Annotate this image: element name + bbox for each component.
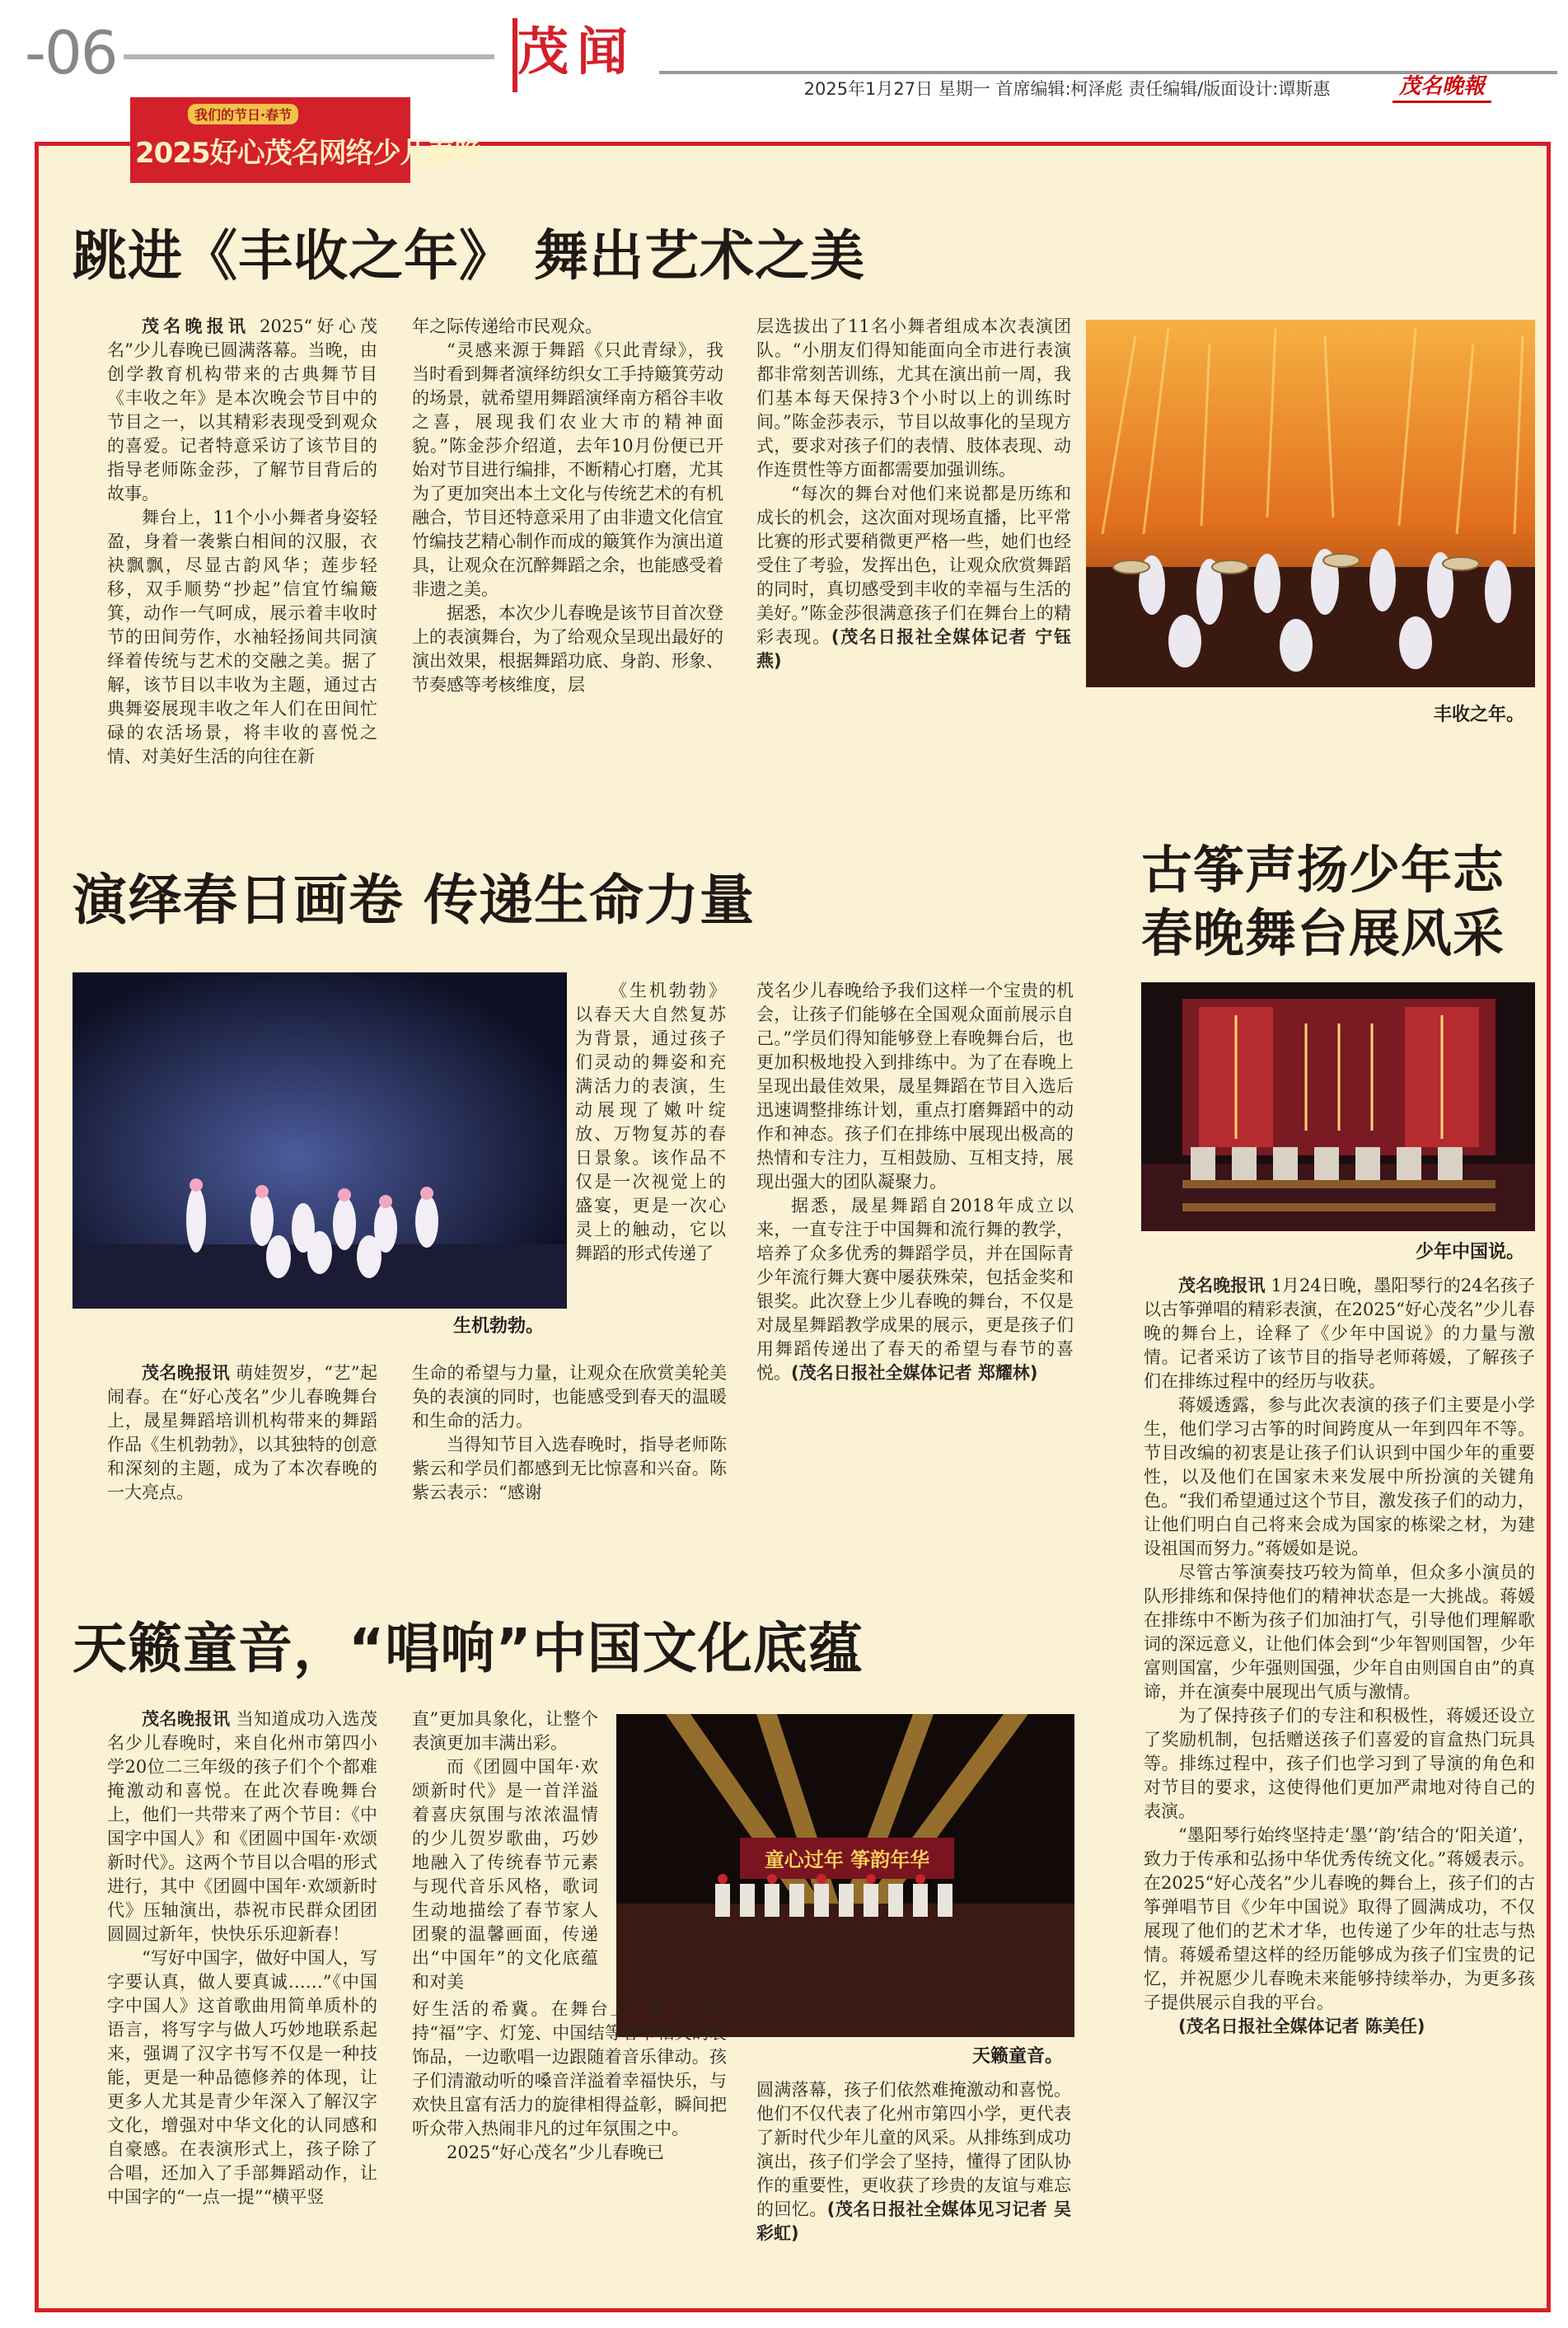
lead: 茂名晚报讯	[142, 1709, 231, 1729]
spring-col-3: 茂名少儿春晚给予我们这样一个宝贵的机会，让孩子们能够在全国观众面前展示自己。”学员们得知能够登上春晚舞台后，也更加积极地投入到排练中。为了在春晚上呈现出最佳效果，晟星舞蹈在节目入选后迅速调整排练计划，重点打磨舞蹈中的动作和神态。孩子们在排练中展现出极高的热情和专注力，互相鼓励、互相支持，展现出强大的团队凝聚力。 据悉，晟星舞蹈自2018年成立以来，一直专注于中国舞和流行舞的教学，培养了众多优秀的舞蹈学员，并在国际青少年流行舞大赛中屡获殊荣，包括金奖和银奖。此次登上少儿春晚的舞台，不仅是对晟星舞蹈教学成果的展示，更是孩子们用舞蹈传递出了春天的希望与春节的喜悦。(茂名日报社全媒体记者 郑耀林)	[756, 981, 1074, 1383]
choir-col-2b: 好生活的希冀。在舞台上，孩子们手持“福”字、灯笼、中国结等春节相关的装饰品，一边歌唱一边跟随着音乐律动。孩子们清澈动听的嗓音洋溢着幸福快乐，与欢快且富有活力的旋律相得益彰，瞬间把听众带入热闹非凡的过年氛围之中。 2025“好心茂名”少儿春晚已	[412, 1999, 727, 2162]
lead: 茂名晚报讯	[142, 316, 250, 336]
paper-logo: 茂名晚報	[1392, 70, 1491, 103]
stage-screen-text: 童心过年 筝韵年华	[764, 1848, 930, 1871]
lead: 茂名晚报讯	[142, 1363, 231, 1383]
choir-col-3: 圆满落幕，孩子们依然难掩激动和喜悦。他们不仅代表了化州市第四小学，更代表了新时代少年儿童的风采。从排练到成功演出，孩子们学会了坚持，懂得了团队协作的重要性，更收获了珍贵的友谊与难忘的回忆。(茂名日报社全媒体见习记者 吴彩虹)	[756, 2080, 1071, 2243]
header-rule	[124, 54, 494, 59]
article-title-children-choir: 天籁童音，“唱响”中国文化底蕴	[73, 1617, 864, 1680]
spring-col-1: 茂名晚报讯 萌娃贺岁，“艺”起闹春。在“好心茂名”少儿春晚舞台上，晟星舞蹈培训机构带来的舞蹈作品《生机勃勃》，以其独特的创意和深刻的主题，成为了本次春晚的一大亮点。	[107, 1363, 377, 1502]
article-title-guzheng-1: 古筝声扬少年志	[1141, 840, 1505, 900]
guzheng-column: 茂名晚报讯 1月24日晚，墨阳琴行的24名孩子以古筝弹唱的精彩表演，在2025“好心茂名”少儿春晚的舞台上，诠释了《少年中国说》的力量与激情。记者采访了该节目的指导老师蒋媛，了解孩子们在排练过程中的经历与收获。 蒋媛透露，参与此次表演的孩子们主要是小学生，他们学习古筝的时间跨度从一年到四年不等。节目改编的初衷是让孩子们认识到中国少年的重要性，以及他们在国家未来发展中所扮演的关键角色。“我们希望通过这个节目，激发孩子们的动力，让他们明白自己将来会成为国家的栋梁之材，为建设祖国而努力。”蒋媛如是说。 尽管古筝演奏技巧较为简单，但众多小演员的队形排练和保持他们的精神状态是一大挑战。蒋媛在排练中不断为孩子们加油打气，引导他们理解歌词的深远意义，让他们体会到“少年智则国智，少年富则国富，少年强则国强，少年自由则国自由”的真谛，并在演奏中展现出气质与激情。 为了保持孩子们的专注和积极性，蒋媛还设立了奖励机制，包括赠送孩子们喜爱的盲盒热门玩具等。排练过程中，孩子们也学习到了导演的角色和对节目的要求，这使得他们更加严肃地对待自己的表演。 “墨阳琴行始终坚持走‘墨’‘韵’结合的‘阳关道’，致力于传承和弘扬中华优秀传统文化。”蒋媛表示。在2025“好心茂名”少儿春晚的舞台上，孩子们的古筝弹唱节目《少年中国说》取得了圆满成功，不仅展现了他们的艺术才华，也传递了少年的壮志与热情。蒋媛希望这样的经历能够成为孩子们宝贵的记忆，并祝愿少儿春晚未来能够持续举办，为更多孩子提供展示自我的平台。 (茂名日报社全媒体记者 陈美任)	[1144, 1274, 1535, 2304]
banner-title: 2025好心茂名网络少儿春晚	[135, 137, 482, 170]
issue-info: 2025年1月27日 星期一 首席编辑:柯泽彪 责任编辑/版面设计:谭斯惠	[803, 79, 1331, 99]
byline: (茂名日报社全媒体记者 宁钰燕)	[756, 627, 1071, 671]
banner-tag: 我们的节日·春节	[188, 104, 298, 124]
spring-col-2b: 生命的希望与力量，让观众在欣赏美轮美奂的表演的同时，也能感受到春天的温暖和生命的活力。 当得知节目入选春晚时，指导老师陈紫云和学员们都感到无比惊喜和兴奋。陈紫云表示：“感谢	[412, 1363, 727, 1502]
caption-guzheng: 少年中国说。	[1415, 1242, 1524, 1262]
gala-banner	[130, 97, 482, 183]
harvest-col-2: 年之际传递给市民观众。 “灵感来源于舞蹈《只此青绿》，我当时看到舞者演绎纺织女工手持簸箕劳动的场景，就希望用舞蹈演绎南方稻谷丰收之喜，展现我们农业大市的精神面貌。”陈金莎介绍道，去年10月份便已开始对节目进行编排，不断精心打磨，尤其为了更加突出本土文化与传统艺术的有机融合，节目还特意采用了由非遗文化信宜竹编技艺精心制作而成的簸箕作为演出道具，让观众在沉醉舞蹈之余，也能感受着非遗之美。 据悉，本次少儿春晚是该节目首次登上的表演舞台，为了给观众呈现出最好的演出效果，根据舞蹈功底、身韵、形象、节奏感等考核维度，层	[412, 316, 723, 695]
choir-col-2a: 直”更加具象化，让整个表演更加丰满出彩。 而《团圆中国年·欢颂新时代》是一首洋溢着喜庆氛围与浓浓温情的少儿贺岁歌曲，巧妙地融入了传统春节元素与现代音乐风格，歌词生动地描绘了春节家人团聚的温馨画面，传递出“中国年”的文化底蕴和对美	[412, 1709, 598, 1992]
lead: 茂名晚报讯	[1178, 1276, 1266, 1295]
harvest-col-3: 层选拔出了11名小舞者组成本次表演团队。“小朋友们得知能面向全市进行表演都非常刻苦训练，尤其在演出前一周，我们基本每天保持3个小时以上的训练时间。”陈金莎表示，节目以故事化的呈现方式，要求对孩子们的表情、肢体表现、动作连贯性等方面都需要加强训练。 “每次的舞台对他们来说都是历练和成长的机会，这次面对现场直播，比平常比赛的形式要稍微更严格一些，她们也经受住了考验，发挥出色，让观众欣赏舞蹈的同时，真切感受到丰收的幸福与生活的美好。”陈金莎很满意孩子们在舞台上的精彩表现。(茂名日报社全媒体记者 宁钰燕)	[756, 316, 1071, 671]
section-name: 茂闻	[517, 21, 637, 82]
byline: (茂名日报社全媒体记者 郑耀林)	[791, 1363, 1038, 1383]
byline: (茂名日报社全媒体记者 陈美任)	[1178, 2017, 1425, 2036]
page-number: -06	[25, 18, 117, 87]
harvest-col-1: 茂名晚报讯 2025“好心茂名”少儿春晚已圆满落幕。当晚，由创学教育机构带来的古典舞节目《丰收之年》是本次晚会节目中的节目之一，以其精彩表现受到观众的喜爱。记者特意采访了该节目的指导老师陈金莎，了解节目背后的故事。 舞台上，11个小小舞者身姿轻盈，身着一袭紫白相间的汉服，衣袂飘飘，尽显古韵风华；莲步轻移，双手顺势“抄起”信宜竹编簸箕，动作一气呵成，展示着丰收时节的田间劳作，水袖轻扬间共同演绎着传统与艺术的交融之美。据了解，该节目以丰收为主题，通过古典舞姿展现丰收之年人们在田间忙碌的农活场景，将丰收的喜悦之情、对美好生活的向往在新	[107, 316, 377, 766]
article-title-spring: 演绎春日画卷 传递生命力量	[73, 869, 755, 932]
choir-col-1: 茂名晚报讯 当知道成功入选茂名少儿春晚时，来自化州市第四小学20位二三年级的孩子们个个都难掩激动和喜悦。在此次春晚舞台上，他们一共带来了两个节目：《中国字中国人》和《团圆中国年·欢颂新时代》。这两个节目以合唱的形式进行，其中《团圆中国年·欢颂新时代》压轴演出，恭祝市民群众团团圆圆过新年，快快乐乐迎新春！ “写好中国字，做好中国人，写字要认真，做人要真诚……”《中国字中国人》这首歌曲用简单质朴的语言，将写字与做人巧妙地联系起来，强调了汉字书写不仅是一种技能，更是一种品德修养的体现，让更多人尤其是青少年深入了解汉字文化，增强对中华文化的认同感和自豪感。在表演形式上，孩子除了合唱，还加入了手部舞蹈动作，让中国字的“一点一提”“横平竖	[107, 1709, 378, 2207]
photo-guzheng	[1141, 982, 1535, 1231]
caption-spring: 生机勃勃。	[452, 1316, 544, 1337]
caption-choir: 天籁童音。	[971, 2046, 1063, 2067]
article-title-guzheng-2: 春晚舞台展风采	[1141, 903, 1505, 963]
photo-harvest-dance	[1086, 320, 1535, 687]
byline: (茂名日报社全媒体见习记者 吴彩虹)	[756, 2199, 1071, 2243]
article-title-harvest: 跳进《丰收之年》 舞出艺术之美	[73, 224, 865, 288]
spring-col-2a: 《生机勃勃》以春天大自然复苏为背景，通过孩子们灵动的舞姿和充满活力的表演，生动展现了嫩叶绽放、万物复苏的春日景象。该作品不仅是一次视觉上的盛宴，更是一次心灵上的触动，它以舞蹈的形式传递了	[575, 981, 726, 1263]
photo-spring-dance	[73, 972, 567, 1309]
photo-choir	[616, 1714, 1074, 2037]
caption-harvest: 丰收之年。	[1433, 705, 1524, 725]
